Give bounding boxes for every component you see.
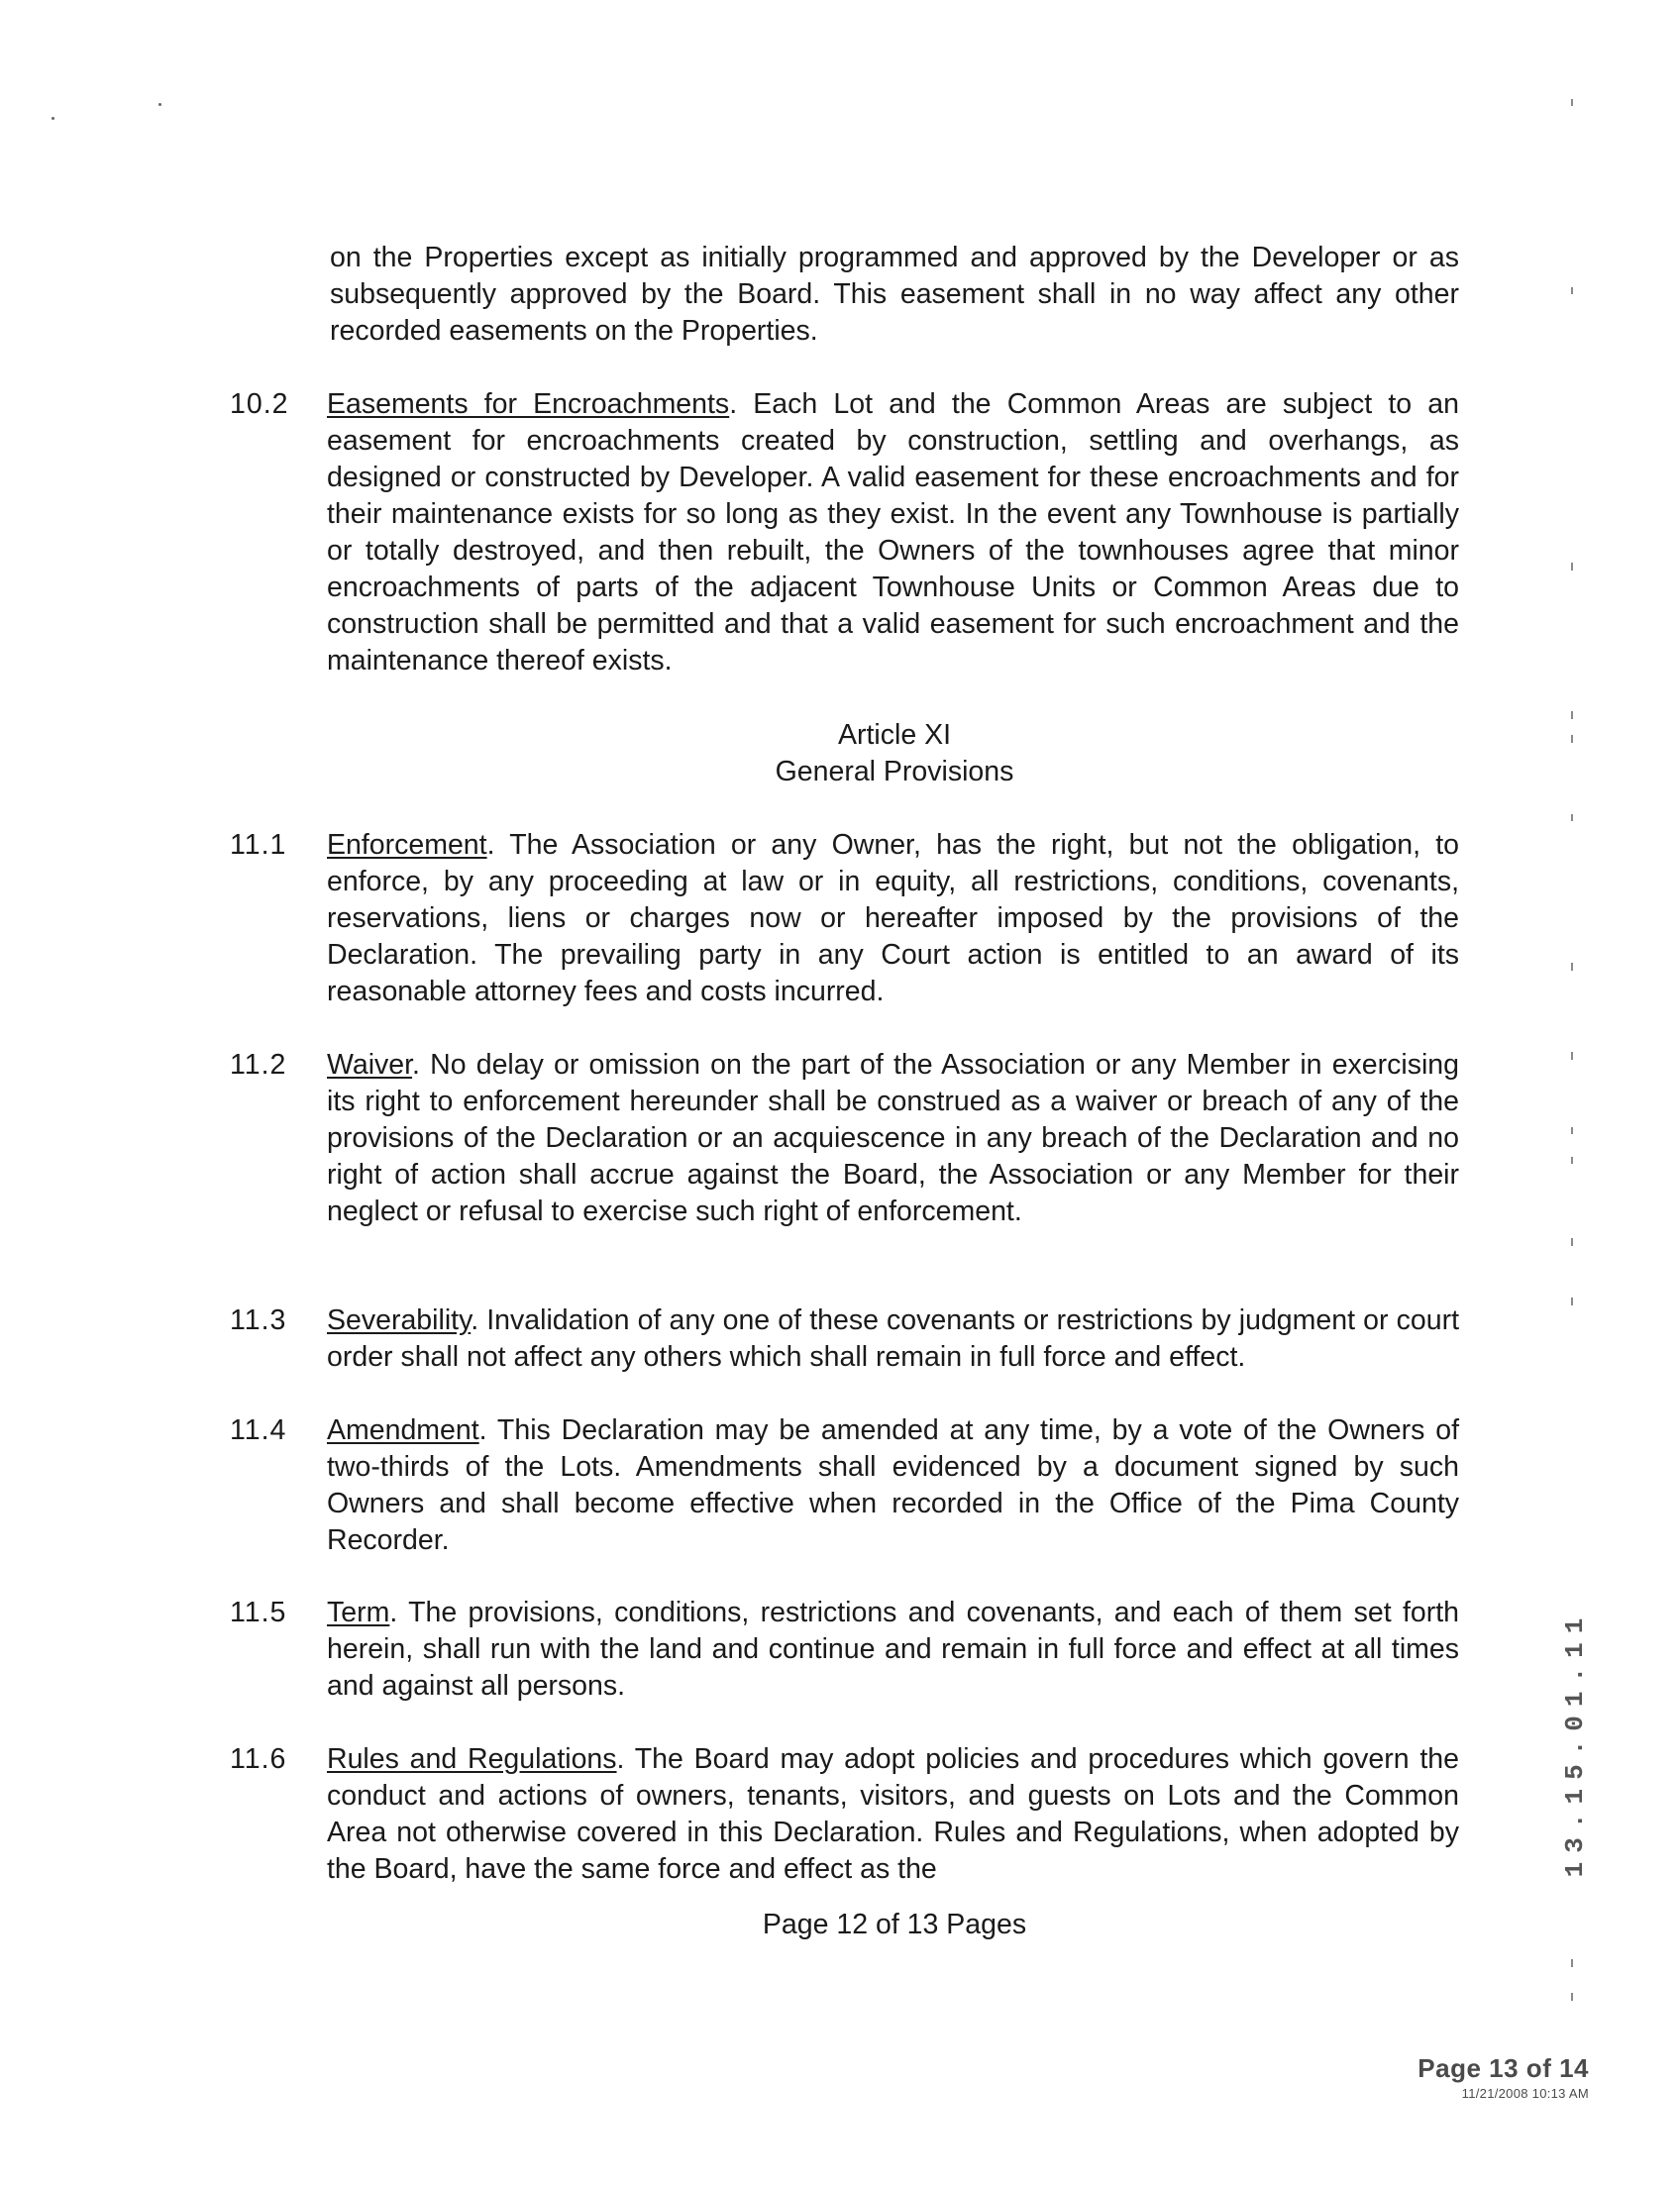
section-number: 11.3 [230,1304,287,1336]
margin-tick [1571,1157,1573,1164]
margin-tick [1571,814,1573,821]
scan-speck [52,117,54,120]
section-11-4 [230,1412,1459,1559]
section-title: Rules and Regulations [327,1743,617,1775]
section-title: Amendment [327,1414,479,1446]
scan-speck [158,103,161,106]
section-10-2 [230,386,1459,679]
section-body [327,827,1459,1010]
page-footer: Page 12 of 13 Pages [762,1909,1027,1940]
margin-tick [1571,711,1573,719]
section-body [327,1047,1459,1230]
section-body [327,1595,1459,1705]
section-title: Waiver [327,1049,413,1081]
margin-tick [1571,735,1573,743]
margin-tick [1571,563,1573,571]
section-body [327,1741,1459,1888]
margin-tick [1571,99,1573,106]
margin-tick [1571,1052,1573,1060]
section-11-1 [230,827,1459,1010]
section-title: Severability [327,1304,472,1336]
section-body [327,1412,1459,1559]
margin-tick [1571,1959,1573,1967]
section-number: 11.5 [230,1597,287,1628]
recording-number: 13.15.01.11 [1560,1609,1590,1878]
section-number: 11.1 [230,829,287,861]
section-title: Term [327,1597,390,1628]
section-title: Enforcement [327,829,487,861]
margin-tick [1571,1993,1573,2001]
margin-tick [1571,963,1573,971]
section-title: Easements for Encroachments [327,388,730,420]
section-text: . Invalidation of any one of these covenants or restrictions by judgment or court order shall not affect any others which shall remain in full force and effect. [327,1304,1459,1373]
recording-number-stamp [1545,1575,1605,1912]
section-text: . The Board may adopt policies and procedures which govern the conduct and actions of owners, tenants, visitors, and guests on Lots and the Common Area not otherwise covered in this Declaration. Rules and Regulations, when adopted by the Board, have the same force and effect as the [327,1743,1459,1885]
article-title: General Provisions [775,756,1014,787]
section-number: 11.4 [230,1414,287,1446]
margin-tick [1571,287,1573,294]
section-11-5 [230,1595,1459,1705]
recorder-page-stamp: Page 13 of 14 [1418,2053,1589,2083]
section-11-2 [230,1047,1459,1230]
section-body [327,1302,1459,1376]
margin-tick [1571,1238,1573,1246]
section-body [327,386,1459,679]
section-text: . This Declaration may be amended at any time, by a vote of the Owners of two-thirds of the Lots. Amendments shall evidenced by a document signed by such Owners and shall become effective when recorded in the Office of the Pima County Recorder. [327,1414,1459,1556]
lead-paragraph: on the Properties except as initially programmed and approved by the Developer or as subsequently approved by the Board. This easement shall in no way affect any other recorded easements on the Properties. [330,242,1459,347]
section-text: . Each Lot and the Common Areas are subject to an easement for encroachments created by construction, settling and overhangs, as designed or constructed by Developer. A valid easement for these encroachments and for their maintenance exists for so long as they exist. In the event any Townhouse is partially or totally destroyed, and then rebuilt, the Owners of the townhouses agree that minor encroachments of parts of the adjacent Townhouse Units or Common Areas due to construction shall be permitted and that a valid easement for such encroachment and the maintenance thereof exists. [327,388,1459,677]
section-text: . The Association or any Owner, has the right, but not the obligation, to enforce, by any proceeding at law or in equity, all restrictions, conditions, covenants, reservations, liens or charges now or hereafter imposed by the provisions of the Declaration. The prevailing party in any Court action is entitled to an award of its reasonable attorney fees and costs incurred. [327,829,1459,1007]
section-number: 10.2 [230,388,289,420]
section-number: 11.6 [230,1743,287,1775]
section-11-6 [230,1741,1459,1888]
article-label: Article XI [837,719,952,751]
section-11-3 [230,1302,1459,1376]
margin-tick [1571,1127,1573,1134]
section-text: . The provisions, conditions, restrictions and covenants, and each of them set forth herein, shall run with the land and continue and remain in full force and effect at all times and against all persons. [327,1597,1459,1702]
section-text: . No delay or omission on the part of the Association or any Member in exercising its right to enforcement hereunder shall be construed as a waiver or breach of any of the provisions of the Declaration or an acquiescence in any breach of the Declaration and no right of action shall accrue against the Board, the Association or any Member for their neglect or refusal to exercise such right of enforcement. [327,1049,1459,1227]
section-number: 11.2 [230,1049,287,1081]
margin-tick [1571,1298,1573,1305]
recorder-datetime-stamp: 11/21/2008 10:13 AM [1461,2086,1589,2101]
